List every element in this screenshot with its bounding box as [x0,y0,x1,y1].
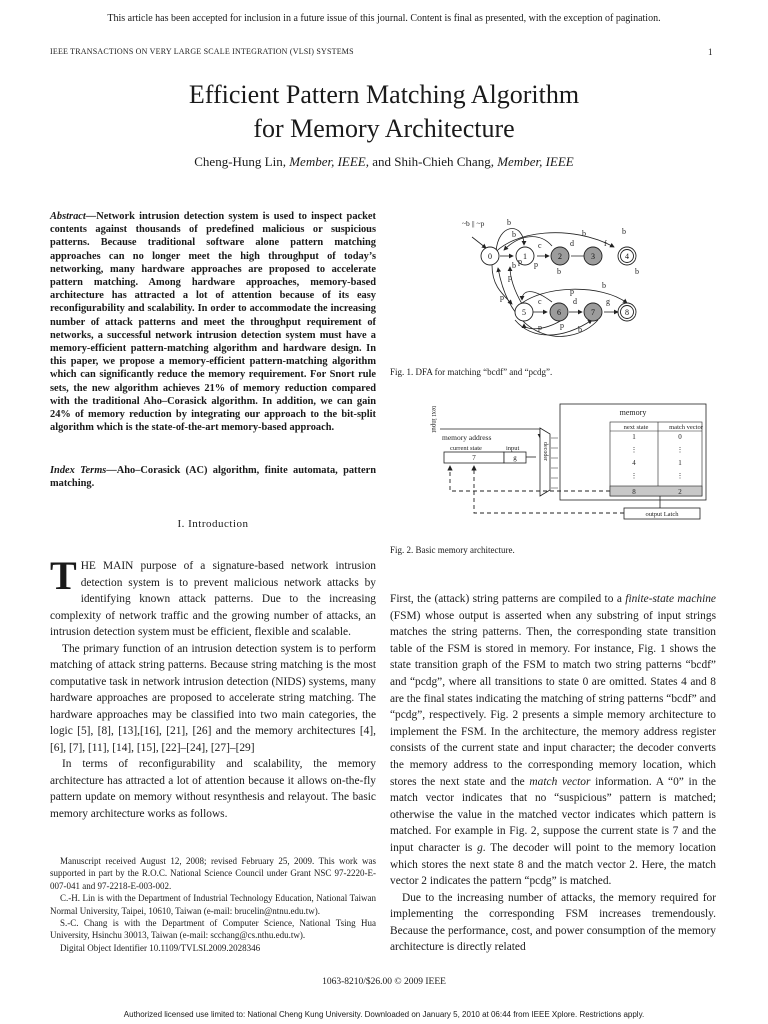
memory-next-state-cell: ⋮ [630,446,638,454]
dfa-edge-label: c [538,297,542,306]
dfa-edge-label: f [604,239,607,248]
abstract-text: Network intrusion detection system is used to inspect packet contents against thousands of predefined malicious or suspicious patterns. Because traditional software alone pattern matching approaches can no longer meet the high throughput of today’s networking, many hardware approaches are proposed to accelerate pattern matching. Among hardware approaches, memory-based architecture has attracted a lot of attention because of its easy reconfigurability and scalability. In order to accommodate the increasing number of attack patterns and meet the throughput requirement of networks, a successful network intrusion detection system must have a memory-efficient pattern-matching algorithm and hardware design. In this paper, we propose a memory-efficient pattern-matching algorithm which can significantly reduce the memory requirement. For Snort rule sets, the new algorithm achieves 21% of memory reduction compared with the traditional Aho–Corasick algorithm. In addition, we can gain 24% of memory reduction by integrating our approach to the bit-split algorithm which is the state-of-the-art memory-based approach. [50,211,376,434]
dfa-edge-label: p [538,323,542,332]
index-terms [50,464,376,490]
input-value: g [513,454,517,462]
dfa-state-7: 7 [591,308,595,317]
abstract [50,210,376,434]
footnote-author-1: C.-H. Lin is with the Department of Industrial Technology Education, National Taiwan Normal University, Taipei, 10610, Taiwan (e-mail: brucelin@ntnu.edu.tw). [50,893,376,916]
memory-match-vector-cell: 0 [678,433,682,441]
right-paragraph-1 [390,591,716,890]
right-p1-part-d: . The decoder will point to the memory location which stores the next state 8 and the match vector 2. Here, the match vector 2 indicates the pattern “pcdg” is matched. [390,841,717,888]
footnotes [50,855,376,954]
figure-2-caption: Fig. 2. Basic memory architecture. [390,545,515,555]
right-column-body [390,591,716,956]
paper-title [0,78,768,146]
memory-match-vector-cell: 2 [678,488,682,496]
decoder-label: decoder [542,442,548,461]
page-number: 1 [708,47,713,57]
title-line-2: for Memory Architecture [253,114,515,143]
right-p1-fsm-term: finite-state machine [625,593,716,605]
dfa-state-3: 3 [591,252,595,261]
author-2-role: Member, IEEE [497,154,574,169]
intro-paragraph-1-text: HE MAIN purpose of a signature-based network intrusion detection system is to prevent malicious network attacks by identifying known attack patterns. Due to the increasing complexity of network traffic and the growing number of attacks, an intrusion detection system must be efficient, flexible and scalable. [50,560,376,638]
dfa-edge-label: b [622,227,626,236]
right-p1-part-a: First, the (attack) string patterns are compiled to a [390,593,626,605]
memory-next-state-cell: ⋮ [630,472,638,480]
authorized-use-notice: Authorized licensed use limited to: National Cheng Kung University. Downloaded on January 5, 2010 at 06:44 from IEEE Xplore. Restrictions apply. [123,1010,645,1019]
figure-1-caption: Fig. 1. DFA for matching “bcdf” and “pcdg”. [390,367,553,377]
dfa-state-5: 5 [522,308,526,317]
index-terms-label: Index Terms— [50,465,117,476]
acceptance-notice: This article has been accepted for inclusion in a future issue of this journal. Content is final as presented, with the exception of pagination. [107,13,661,24]
text-input-label: text input [430,406,438,433]
author-and: and [372,154,392,169]
intro-paragraph-1 [50,553,376,641]
copyright-line: 1063-8210/$26.00 © 2009 IEEE [322,977,446,987]
dfa-edge-label: c [538,241,542,250]
dfa-state-0: 0 [488,252,492,261]
next-state-header: next state [623,424,649,431]
intro-paragraph-2: The primary function of an intrusion detection system is to perform matching of attack string patterns. Because string matching is the most computative task in network intrusion detection (NIDS) systems, many hardware approaches are proposed to accelerate string matching. The hardware approaches may be classified into two main categories, the logic [5], [8], [13],[16], [21], [26] and the memory architectures [4], [6], [7], [11], [14], [15], [22]–[24], [27]–[29] [50,642,376,754]
index-terms-text: Aho–Corasick (AC) algorithm, finite automata, pattern matching. [50,465,376,490]
dfa-edge-label: b [512,230,516,239]
dfa-edge-label: p [518,257,522,266]
right-p1-part-b: (FSM) whose output is asserted when any substring of input strings matches the string patterns. Then, the corresponding state transition table of the FSM is stored in memory. For instance, Fig. 1 shows the state transition graph of the FSM to match two string patterns “bcdf” and “pcdg”, where all transitions to state 0 are omitted. States 4 and 8 are the final states indicating the matching of string patterns “bcdf” and “pcdg”, respectively. Fig. 2 presents a simple memory architecture to implement the FSM. In the architecture, the memory address register consists of the current state and input character; the decoder converts the memory address to the corresponding memory location, which stores the next state and the [390,609,716,788]
abstract-label: Abstract— [50,211,97,222]
drop-cap: T [50,553,77,598]
right-p1-match-vector-term: match vector [529,775,591,788]
dfa-edge-label: d [573,297,577,306]
memory-match-vector-cell: ⋮ [676,446,684,454]
match-vector-header: match vector [669,424,703,431]
dfa-state-8: 8 [625,308,629,317]
dfa-edge-label: p [534,260,538,269]
dfa-state-6: 6 [557,308,561,317]
section-heading: I. Introduction [177,518,249,530]
dfa-edge-label: b [578,325,582,334]
dfa-edge-label: b [512,261,516,270]
dfa-edge-label: p [508,273,512,282]
title-line-1: Efficient Pattern Matching Algorithm [188,80,580,109]
dfa-state-2: 2 [558,252,562,261]
memory-match-vector-cell: ⋮ [676,472,684,480]
figure-2-memory-architecture [420,402,710,527]
memory-next-state-cell: 8 [632,488,636,496]
dfa-state-1: 1 [523,252,527,261]
output-latch-label: output Latch [645,511,679,518]
dfa-edge-label: g [606,297,610,306]
dfa-edge-label: b [602,281,606,290]
dfa-edge-label: b [507,218,511,227]
memory-next-state-cell: 1 [632,433,636,441]
left-column-body [50,553,376,822]
memory-match-vector-cell: 1 [678,459,682,467]
footnote-author-2: S.-C. Chang is with the Department of Computer Science, National Tsing Hua University, Hsinchu 30013, Taiwan (e-mail: scchang@cs.nthu.edu.tw). [50,918,376,941]
dfa-edge-label: b [557,267,561,276]
right-paragraph-2: Due to the increasing number of attacks, the memory required for implementing the corresponding FSM increases tremendously. Because the performance, cost, and power consumption of the memory architecture is directly related [390,891,716,954]
memory-next-state-cell: 4 [632,459,636,467]
memory-label: memory [619,408,647,417]
memory-address-label: memory address [442,433,492,442]
author-1: Cheng-Hung Lin, [194,154,286,169]
right-p1-char-g: g [477,841,483,854]
intro-paragraph-3: In terms of reconfigurability and scalability, the memory architecture has attracted a lot of attention because it allows on-the-fly pattern update on memory without resynthesis and relayout. The basic memory architecture works as follows. [50,758,376,820]
dfa-edge-label: b [635,267,639,276]
dfa-edge-label: p [500,293,504,302]
figure-1-dfa [452,212,652,362]
footnote-doi: Digital Object Identifier 10.1109/TVLSI.2009.2028346 [60,942,261,953]
journal-name: IEEE TRANSACTIONS ON VERY LARGE SCALE INTEGRATION (VLSI) SYSTEMS [50,47,354,56]
right-p1-part-c: information. A “0” in the match vector indicates that no “suspicious” pattern is matched; otherwise the value in the matched vector indicates which pattern is matched. For example in Fig. 2, suppose the current state is 7 and the input character is [390,775,716,854]
author-1-role: Member, IEEE, [289,154,369,169]
current-state-label: current state [450,445,482,452]
footnote-manuscript: Manuscript received August 12, 2008; revised February 25, 2009. This work was supported in part by the R.O.C. National Science Council under Grant NSC 97-2220-E-007-041 and 97-2218-E-003-002. [50,856,376,891]
dfa-edge-label: p [570,287,574,296]
dfa-edge-label: b [582,229,586,238]
author-line [0,154,768,170]
dfa-edge-label: d [570,239,574,248]
author-2: Shih-Chieh Chang, [394,154,494,169]
dfa-state-4: 4 [625,252,629,261]
dfa-edge-label: p [560,321,564,330]
dfa-start-label: ~b || ~p [462,219,485,228]
current-state-value: 7 [472,454,476,462]
input-label: input [506,445,520,452]
